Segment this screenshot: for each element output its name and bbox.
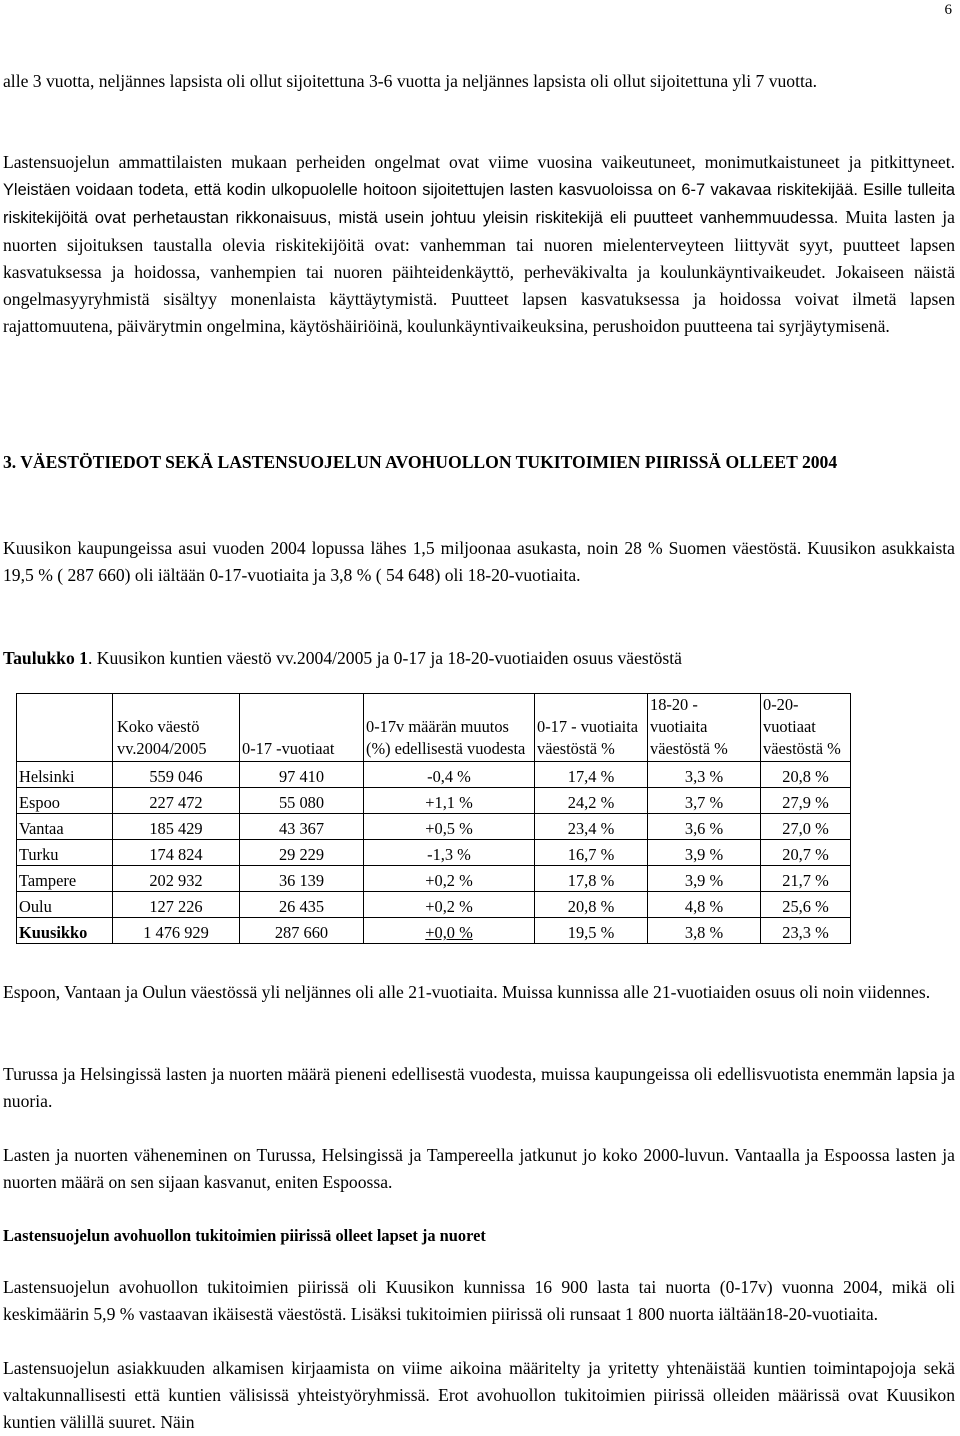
section-heading: 3. VÄESTÖTIEDOT SEKÄ LASTENSUOJELUN AVOHUOLLON TUKITOIMIEN PIIRISSÄ OLLEET 2004 xyxy=(3,452,838,472)
paragraph-client-registration: Lastensuojelun asiakkuuden alkamisen kirjaamista on viime aikoina määritelty ja yritetty yhtenäistää kuntien toimintapojoja sekä valtakunnallisesti että kuntien välisissä yhteistyöryhmissä. Erot avohuollon tukitoimien piirissä olleiden määrissä ovat Kuusikon kuntien välillä suuret. Näin xyxy=(3,1358,955,1432)
row-share-0-17: 17,8 % xyxy=(535,866,648,892)
row-change xyxy=(364,918,535,944)
row-change: -0,4 % xyxy=(364,762,535,788)
row-share-0-20: 23,3 % xyxy=(761,918,851,944)
table-caption-label: Taulukko 1 xyxy=(3,648,88,668)
row-change: +0,5 % xyxy=(364,814,535,840)
row-share-0-17: 19,5 % xyxy=(535,918,648,944)
table-caption xyxy=(3,645,955,672)
row-share-0-17: 16,7 % xyxy=(535,840,648,866)
row-population: 127 226 xyxy=(113,892,240,918)
row-city: Oulu xyxy=(17,892,113,918)
row-share-18-20: 3,6 % xyxy=(648,814,761,840)
row-age-0-17: 287 660 xyxy=(240,918,364,944)
row-share-0-20: 27,0 % xyxy=(761,814,851,840)
row-city: Vantaa xyxy=(17,814,113,840)
row-city: Helsinki xyxy=(17,762,113,788)
header-share-0-17: 0-17 - vuotiaita väestöstä % xyxy=(535,694,648,762)
row-age-0-17: 29 229 xyxy=(240,840,364,866)
row-city: Kuusikko xyxy=(17,918,113,944)
row-population: 174 824 xyxy=(113,840,240,866)
table-row xyxy=(17,814,851,840)
paragraph-risk-factors xyxy=(3,149,955,340)
row-share-0-20: 20,7 % xyxy=(761,840,851,866)
paragraph-decline: Lasten ja nuorten väheneminen on Turussa, Helsingissä ja Tampereella jatkunut jo koko 2000-luvun. Vantaalla ja Espoossa lasten ja nuorten määrä on sen sijaan kasvanut, eniten Espoossa. xyxy=(3,1145,955,1192)
row-share-18-20: 3,9 % xyxy=(648,840,761,866)
paragraph-open-care-clients: Lastensuojelun avohuollon tukitoimien piirissä oli Kuusikon kunnissa 16 900 lasta tai nuorta (0-17v) vuonna 2004, mikä oli keskimäärin 5,9 % vastaavan ikäisestä väestöstä. Lisäksi tukitoimien piirissä oli runsaat 1 800 nuorta iältään18-20-vuotiaita. xyxy=(3,1277,955,1324)
risk-text-c: Esille tulleita riskitekijöitä ovat perhetaustan rikkonaisuus, mistä usein johtuu yleisin riskitekijä eli puutteet vanhemmuudessa. xyxy=(3,181,955,227)
row-share-0-17: 24,2 % xyxy=(535,788,648,814)
row-age-0-17: 55 080 xyxy=(240,788,364,814)
row-city: Tampere xyxy=(17,866,113,892)
paragraph-turku-helsinki: Turussa ja Helsingissä lasten ja nuorten määrä pieneni edellisestä vuodesta, muissa kaupungeissa oli edellisvuotista enemmän lapsia ja nuoria. xyxy=(3,1064,955,1111)
table-row-total xyxy=(17,918,851,944)
paragraph-under-21-share: Espoon, Vantaan ja Oulun väestössä yli neljännes oli alle 21-vuotiaita. Muissa kunnissa alle 21-vuotiaiden osuus oli noin viidennes. xyxy=(3,982,931,1002)
header-age-0-17: 0-17 -vuotiaat xyxy=(240,694,364,762)
row-share-0-17: 23,4 % xyxy=(535,814,648,840)
row-city: Espoo xyxy=(17,788,113,814)
row-share-18-20: 3,3 % xyxy=(648,762,761,788)
row-share-18-20: 4,8 % xyxy=(648,892,761,918)
table-row xyxy=(17,788,851,814)
row-population: 202 932 xyxy=(113,866,240,892)
row-change: +1,1 % xyxy=(364,788,535,814)
row-population: 185 429 xyxy=(113,814,240,840)
table-header-row xyxy=(17,694,851,762)
row-share-18-20: 3,7 % xyxy=(648,788,761,814)
row-share-18-20: 3,9 % xyxy=(648,866,761,892)
row-share-0-20: 25,6 % xyxy=(761,892,851,918)
paragraph-population: Kuusikon kaupungeissa asui vuoden 2004 lopussa lähes 1,5 miljoonaa asukasta, noin 28 % Suomen väestöstä. Kuusikon asukkaista 19,5 % ( 287 660) oli iältään 0-17-vuotiaita ja 3,8 % ( 54 648) oli 18-20-vuotiaita. xyxy=(3,538,955,585)
page-number: 6 xyxy=(944,2,952,18)
table-row xyxy=(17,866,851,892)
table-caption-text: . Kuusikon kuntien väestö vv.2004/2005 ja 0-17 ja 18-20-vuotiaiden osuus väestöstä xyxy=(87,648,682,668)
row-share-0-20: 27,9 % xyxy=(761,788,851,814)
row-population: 227 472 xyxy=(113,788,240,814)
table-row xyxy=(17,892,851,918)
subheading-open-care: Lastensuojelun avohuollon tukitoimien piirissä olleet lapset ja nuoret xyxy=(3,1226,486,1245)
row-change-value: +0,0 % xyxy=(425,923,473,942)
risk-text-d: Muita lasten ja nuorten sijoituksen taustalla olevia riskitekijöitä ovat: vanhemman tai nuoren mielenterveyteen liittyvät syyt, puutteet lapsen kasvatuksessa ja hoidossa, vanhempien tai nuoren päihteidenkäyttö, perheväkivalta ja koulunkäyntivaikeudet. Jokaiseen näistä ongelmasyyryhmistä sisältyy monenlaista käyttäytymistä. Puutteet lapsen kasvatuksessa ja hoidossa voivat ilmetä lapsen rajattomuutena, päivärytmin ongelmina, käytöshäiriöinä, koulunkäyntivaikeuksina, perushoidon puutteena tai syrjäytymisenä. xyxy=(3,207,955,336)
row-age-0-17: 26 435 xyxy=(240,892,364,918)
row-share-0-20: 21,7 % xyxy=(761,866,851,892)
row-age-0-17: 97 410 xyxy=(240,762,364,788)
table-row xyxy=(17,840,851,866)
paragraph-placement-duration: alle 3 vuotta, neljännes lapsista oli ollut sijoitettuna 3-6 vuotta ja neljännes lapsista oli ollut sijoitettuna yli 7 vuotta. xyxy=(3,71,818,91)
header-total-population: Koko väestö vv.2004/2005 xyxy=(113,694,240,762)
row-share-0-20: 20,8 % xyxy=(761,762,851,788)
row-change: +0,2 % xyxy=(364,892,535,918)
row-age-0-17: 43 367 xyxy=(240,814,364,840)
header-change: 0-17v määrän muutos (%) edellisestä vuodesta xyxy=(364,694,535,762)
row-city: Turku xyxy=(17,840,113,866)
row-share-0-17: 20,8 % xyxy=(535,892,648,918)
header-share-0-20: 0-20- vuotiaat väestöstä % xyxy=(761,694,851,762)
row-age-0-17: 36 139 xyxy=(240,866,364,892)
header-empty xyxy=(17,694,113,762)
row-change: -1,3 % xyxy=(364,840,535,866)
row-share-0-17: 17,4 % xyxy=(535,762,648,788)
row-change: +0,2 % xyxy=(364,866,535,892)
table-row xyxy=(17,762,851,788)
row-share-18-20: 3,8 % xyxy=(648,918,761,944)
row-population: 559 046 xyxy=(113,762,240,788)
row-population: 1 476 929 xyxy=(113,918,240,944)
population-table xyxy=(16,693,851,944)
header-share-18-20: 18-20 - vuotiaita väestöstä % xyxy=(648,694,761,762)
risk-text-b: Yleistäen voidaan todeta, että kodin ulkopuolelle hoitoon sijoitettujen lasten kasvuoloissa on 6-7 vakavaa riskitekijää. xyxy=(3,181,858,199)
risk-text-a: Lastensuojelun ammattilaisten mukaan perheiden ongelmat ovat viime vuosina vaikeutuneet, monimutkaistuneet ja pitkittyneet. xyxy=(3,152,955,172)
